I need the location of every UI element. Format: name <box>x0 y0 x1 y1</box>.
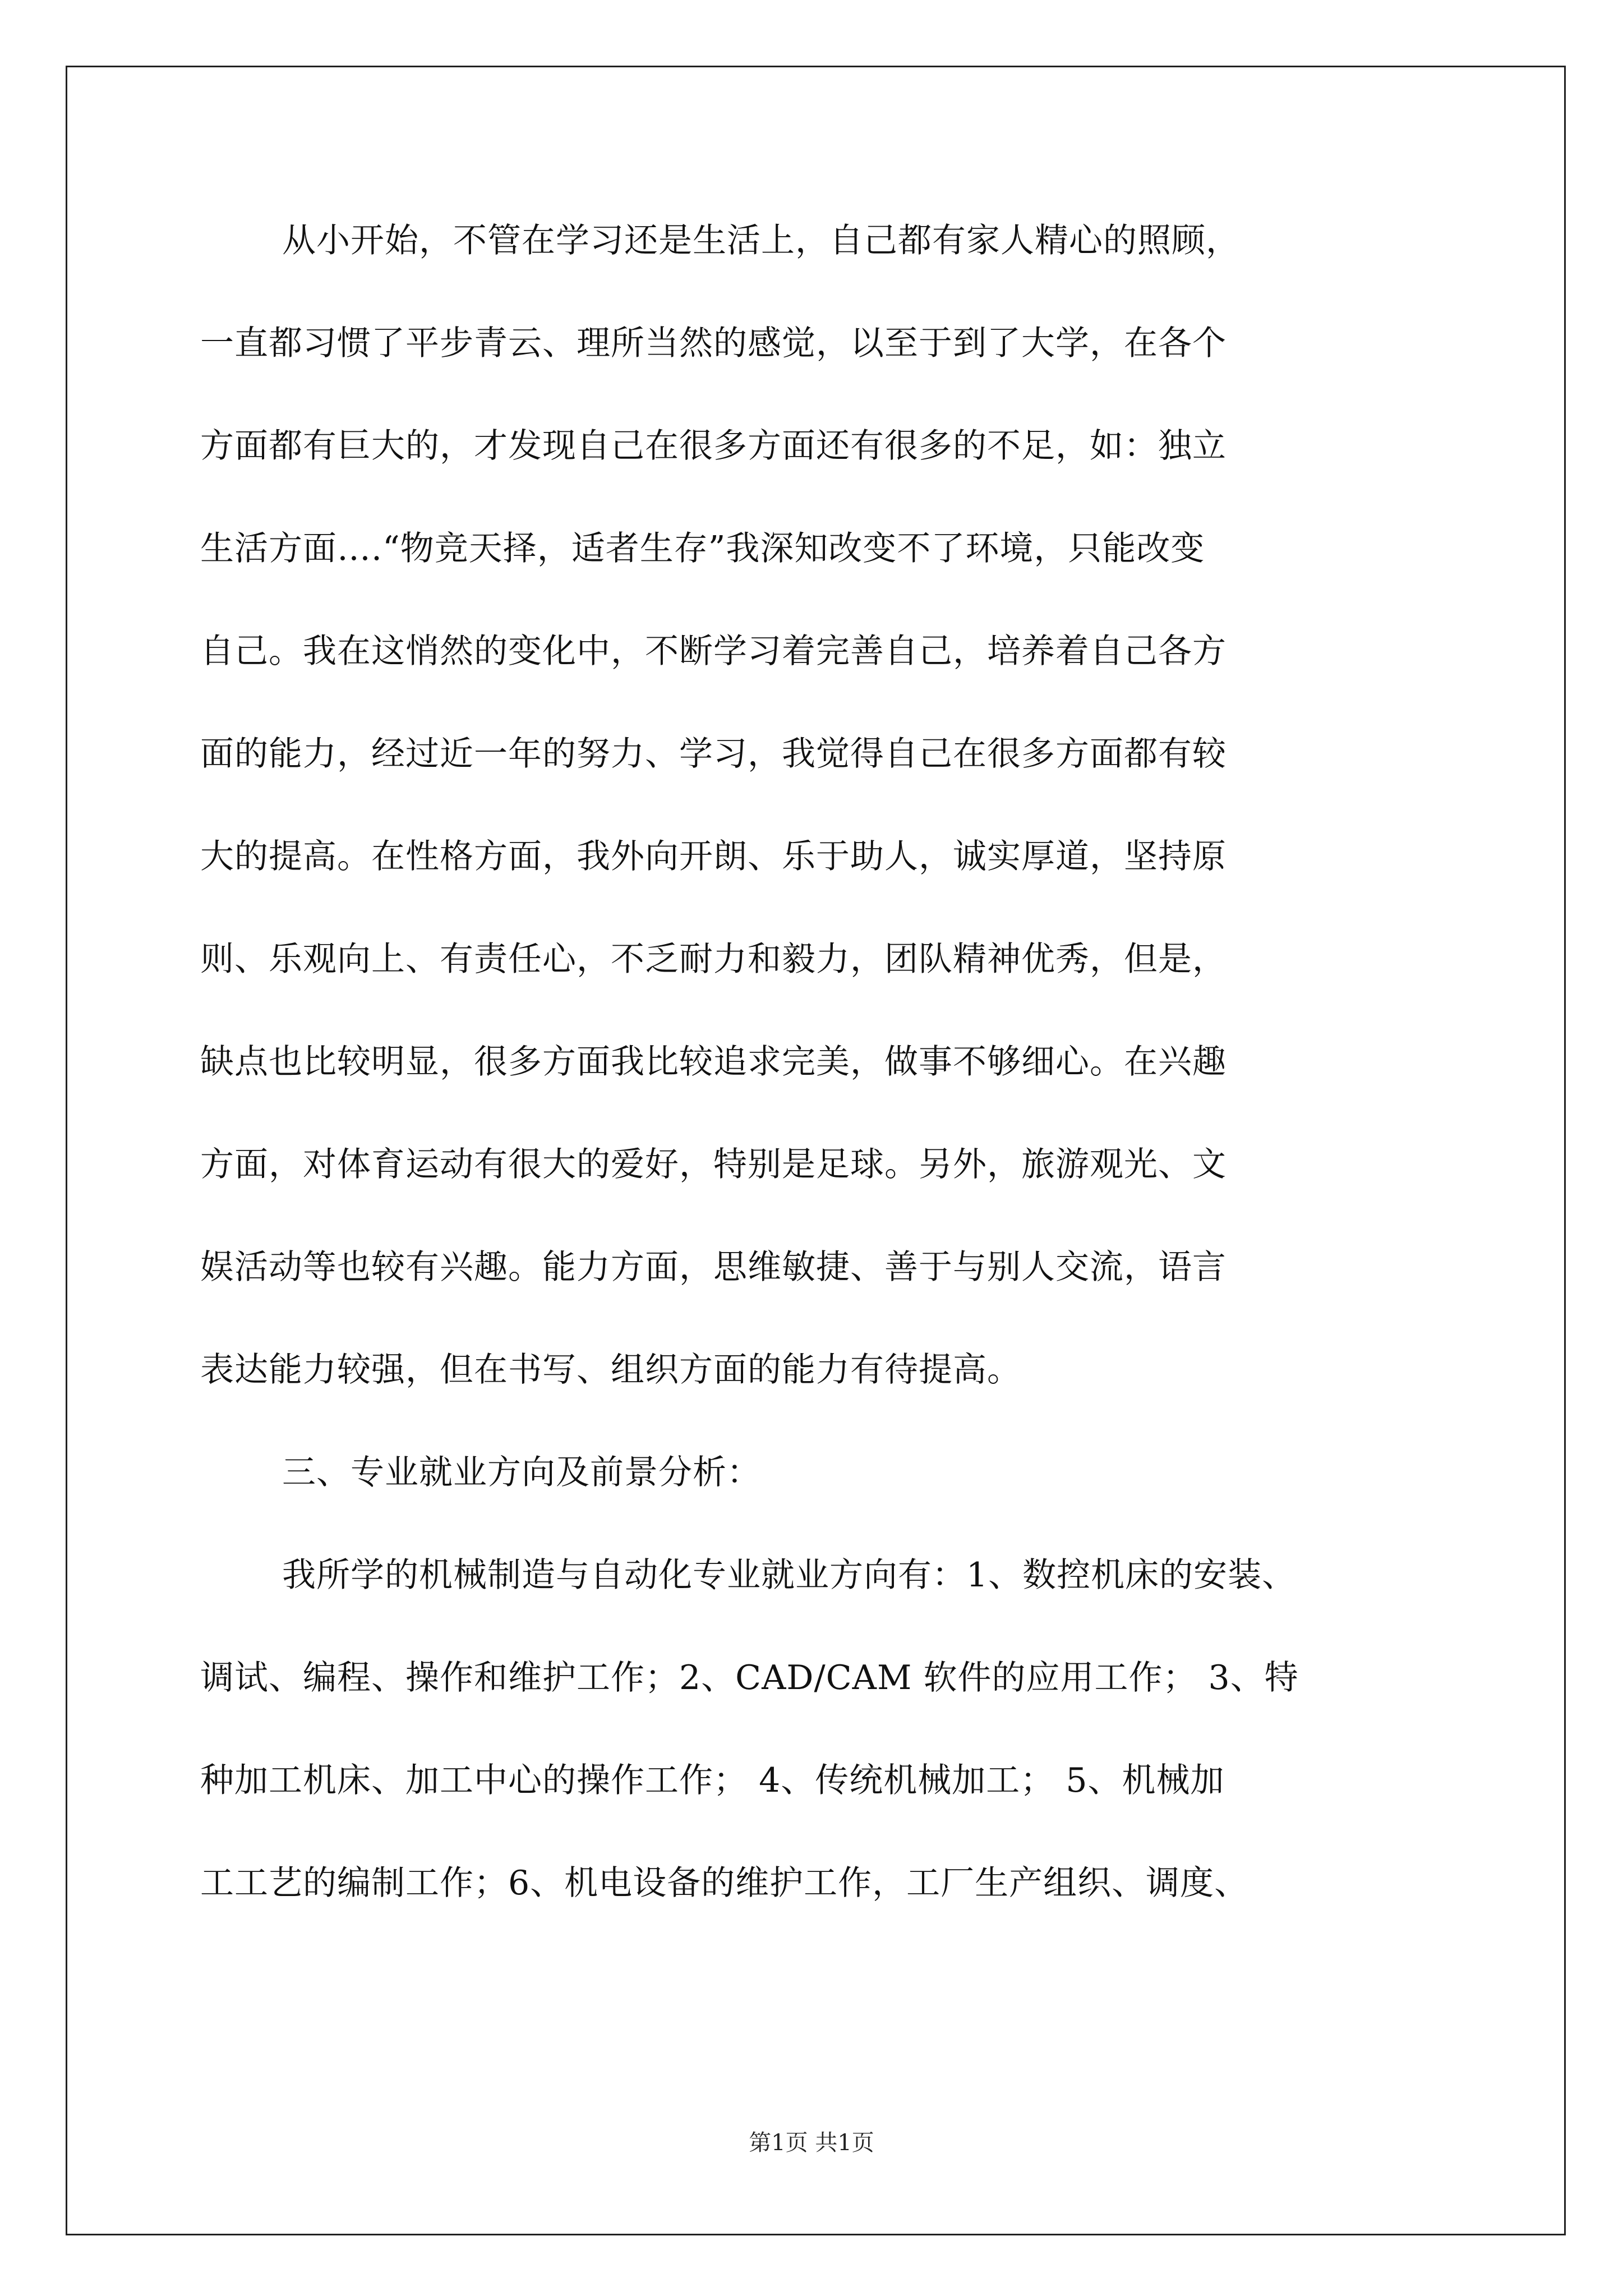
text-line: 则、乐观向上、有责任心，不乏耐力和毅力，团队精神优秀，但是， <box>200 940 1227 979</box>
text-line: 缺点也比较明显，很多方面我比较追求完美，做事不够细心。在兴趣 <box>200 1042 1227 1082</box>
text-line: 大的提高。在性格方面，我外向开朗、乐于助人，诚实厚道，坚持原 <box>200 837 1227 876</box>
text-line: 面的能力，经过近一年的努力、学习，我觉得自己在很多方面都有较 <box>200 734 1227 774</box>
text-line: 方面，对体育运动有很大的爱好，特别是足球。另外，旅游观光、文 <box>200 1145 1227 1184</box>
text-line: 自己。我在这悄然的变化中，不断学习着完善自己，培养着自己各方 <box>200 632 1227 671</box>
page-footer: 第1页 共1页 <box>749 2130 874 2156</box>
section-heading: 三、专业就业方向及前景分析： <box>282 1453 761 1492</box>
text-line: 娱活动等也较有兴趣。能力方面，思维敏捷、善于与别人交流，语言 <box>200 1248 1227 1287</box>
text-line: 表达能力较强，但在书写、组织方面的能力有待提高。 <box>200 1350 1021 1389</box>
text-line: 生活方面….“物竞天择，适者生存”我深知改变不了环境，只能改变 <box>200 529 1205 568</box>
text-line: 工工艺的编制工作；6、机电设备的维护工作，工厂生产组织、调度、 <box>200 1864 1249 1903</box>
text-line: 从小开始，不管在学习还是生活上，自己都有家人精心的照顾， <box>282 221 1240 260</box>
text-line: 种加工机床、加工中心的操作工作； 4、传统机械加工； 5、机械加 <box>200 1761 1225 1800</box>
text-line: 方面都有巨大的，才发现自己在很多方面还有很多的不足，如：独立 <box>200 426 1227 466</box>
text-line: 一直都习惯了平步青云、理所当然的感觉，以至于到了大学，在各个 <box>200 324 1227 363</box>
document-body <box>200 216 1434 1961</box>
text-line: 调试、编程、操作和维护工作；2、CAD/CAM 软件的应用工作； 3、特 <box>200 1658 1299 1697</box>
text-line: 我所学的机械制造与自动化专业就业方向有：1、数控机床的安装、 <box>282 1556 1297 1595</box>
